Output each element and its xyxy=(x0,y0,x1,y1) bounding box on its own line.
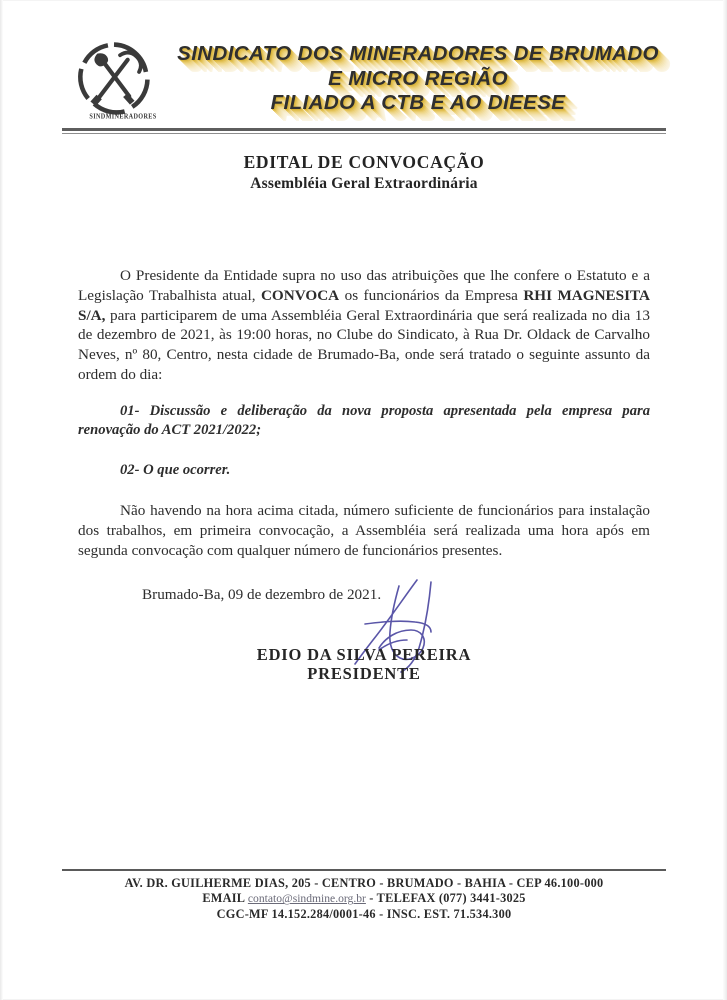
org-name-line-2: E MICRO REGIÃO xyxy=(328,66,508,90)
paragraph-convocation xyxy=(78,266,650,385)
page-left-edge xyxy=(0,0,3,1000)
footer-email-label: EMAIL xyxy=(202,891,248,906)
signatory-block xyxy=(62,645,666,684)
paragraph-quorum: Não havendo na hora acima citada, número suficiente de funcionários para instalação dos trabalhos, em primeira convocação, a Assembléia será realizada uma hora após em segunda convocação com qualquer número de funcionários presentes. xyxy=(78,502,650,559)
header-divider-thin xyxy=(62,133,666,134)
letterhead xyxy=(62,38,666,130)
paragraph-text-segment: os funcionários da Empresa xyxy=(339,286,524,304)
logo-caption: SINDMINERADORES xyxy=(89,112,157,121)
org-name-line-1: SINDICATO DOS MINERADORES DE BRUMADO xyxy=(177,42,659,65)
organization-name xyxy=(170,44,666,114)
agenda-list xyxy=(78,402,650,481)
convoca-emphasis: CONVOCA xyxy=(260,286,340,304)
page-title: EDITAL DE CONVOCAÇÃO xyxy=(243,152,485,172)
footer-contact xyxy=(62,891,666,906)
company-name-emphasis: RHI MAGNESITA S/A, xyxy=(78,286,650,324)
agenda-item-02: 02- O que ocorrer. xyxy=(120,461,231,478)
footer-registration: CGC-MF 14.152.284/0001-46 - INSC. EST. 71.534.300 xyxy=(216,906,512,921)
paragraph-text-segment: para participarem de uma Assembléia Geral Extraordinária que será realizada no dia 13 de dezembro de 2021, às 19:00 horas, no Clube do Sindicato, à Rua Dr. Oldack de Carvalho Neves, nº 80, Centro, nesta cidade de Brumado-Ba, onde será tratado o seguinte assunto da ordem do dia: xyxy=(78,306,650,383)
footer-email-link[interactable]: contato@sindmine.org.br xyxy=(247,892,366,906)
footer xyxy=(62,876,666,922)
header-divider-thick xyxy=(62,128,666,131)
document-title-block xyxy=(62,152,666,193)
page-right-edge xyxy=(723,0,727,1000)
union-logo xyxy=(76,40,170,130)
place-and-date: Brumado-Ba, 09 de dezembro de 2021. xyxy=(142,586,382,603)
footer-telefax: - TELEFAX (077) 3441-3025 xyxy=(365,891,526,906)
signatory-role: PRESIDENTE xyxy=(307,664,421,683)
agenda-item-01: 01- Discussão e deliberação da nova proposta apresentada pela empresa para renovação do ACT 2021/2022; xyxy=(78,402,650,439)
crossed-shovel-pickaxe-emblem xyxy=(76,40,152,116)
document-body xyxy=(78,266,650,561)
footer-address: AV. DR. GUILHERME DIAS, 205 - CENTRO - BRUMADO - BAHIA - CEP 46.100-000 xyxy=(124,876,604,890)
footer-divider xyxy=(62,869,666,871)
org-name-line-3: FILIADO A CTB E AO DIEESE xyxy=(270,91,566,114)
page-subtitle: Assembléia Geral Extraordinária xyxy=(250,175,478,192)
paragraph-text-segment: O Presidente da Entidade supra no uso das atribuições que lhe confere o Estatuto e a Legislação Trabalhista atual, xyxy=(78,267,650,304)
signatory-name: EDIO DA SILVA PEREIRA xyxy=(256,645,472,664)
